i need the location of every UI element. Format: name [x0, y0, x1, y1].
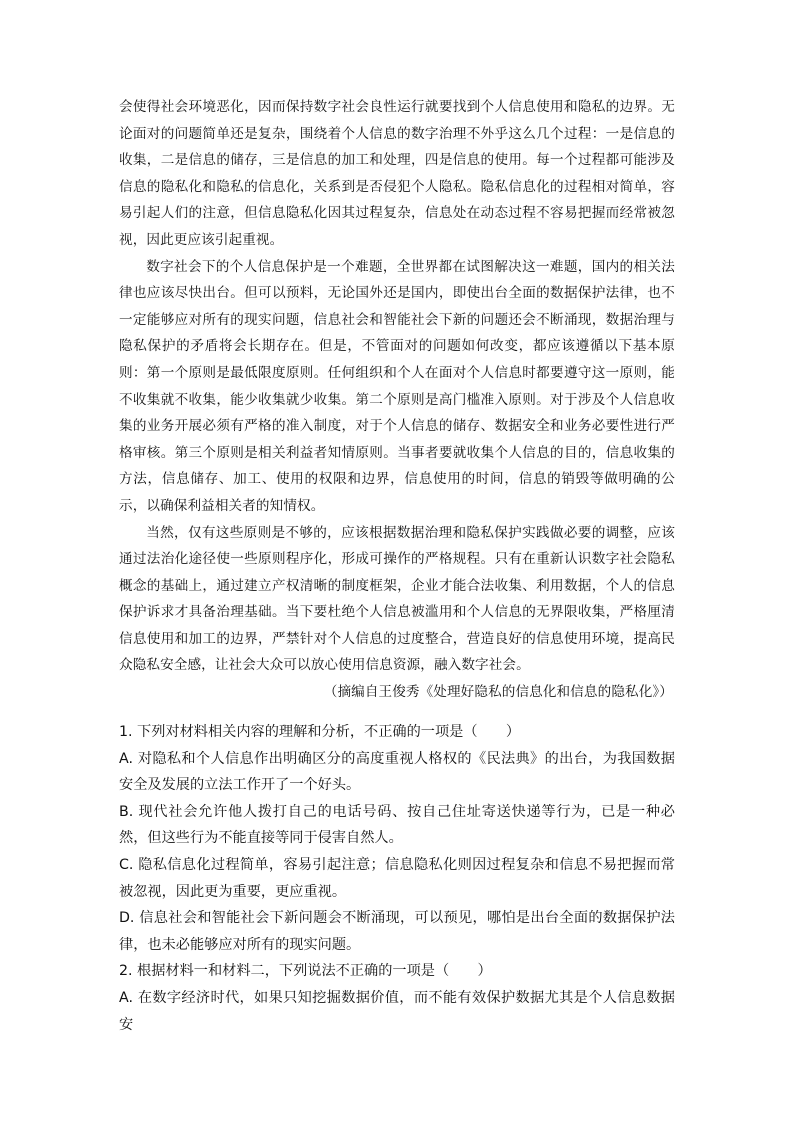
- question-section: [119, 719, 675, 1038]
- question-2-stem: 2. 根据材料一和材料二，下列说法不正确的一项是（ ）: [119, 963, 492, 980]
- question-1-option-c: C. 隐私信息化过程简单，容易引起注意；信息隐私化则因过程复杂和信息不易把握而常被忽视，因此更为重要，更应重视。: [119, 856, 675, 900]
- question-1-option-d: D. 信息社会和智能社会下新问题会不断涌现，可以预见，哪怕是出台全面的数据保护法律，也未必能够应对所有的现实问题。: [119, 910, 675, 953]
- question-2-option-a: A. 在数字经济时代，如果只知挖掘数据价值，而不能有效保护数据尤其是个人信息数据安: [119, 989, 675, 1033]
- passage-source: （摘编自王俊秀《处理好隐私的信息化和信息的隐私化》）: [323, 684, 673, 701]
- question-1-stem: 1. 下列对材料相关内容的理解和分析，不正确的一项是（ ）: [119, 724, 521, 740]
- question-1-option-b: B. 现代社会允许他人拨打自己的电话号码、按自己住址寄送快递等行为，已是一种必然，但这些行为不能直接等同于侵害自然人。: [119, 803, 675, 847]
- question-1-option-a: A. 对隐私和个人信息作出明确区分的高度重视人格权的《民法典》的出台，为我国数据安全及发展的立法工作开了一个好头。: [119, 750, 675, 794]
- passage-paragraph-2: 数字社会下的个人信息保护是一个难题，全世界都在试图解决这一难题，国内的相关法律也应该尽快出台。但可以预料，无论国外还是国内，即使出台全面的数据保护法律，也不一定能够应对所有的现实问题，信息社会和智能社会下新的问题还会不断涌现，数据治理与隐私保护的矛盾将会长期存在。但是，不管面对的问题如何改变，都应该遵循以下基本原则：第一个原则是最低限度原则。任何组织和个人在面对个人信息时都要遵守这一原则，能不收集就不收集，能少收集就少收集。第二个原则是高门槛准入原则。对于涉及个人信息收集的业务开展必须有严格的准入制度，对于个人信息的储存、数据安全和业务必要性进行严格审核。第三个原则是相关利益者知情原则。当事者要就收集个人信息的目的，信息收集的方法，信息储存、加工、使用的权限和边界，信息使用的时间，信息的销毁等做明确的公示，以确保利益相关者的知情权。: [119, 258, 675, 514]
- passage-paragraph-3: 当然，仅有这些原则是不够的，应该根据数据治理和隐私保护实践做必要的调整，应该通过法治化途径使一些原则程序化，形成可操作的严格规程。只有在重新认识数字社会隐私概念的基础上，通过建立产权清晰的制度框架，企业才能合法收集、利用数据，个人的信息保护诉求才具备治理基础。当下要杜绝个人信息被滥用和个人信息的无界限收集，严格厘清信息使用和加工的边界，严禁针对个人信息的过度整合，营造良好的信息使用环境，提高民众隐私安全感，让社会大众可以放心使用信息资源，融入数字社会。: [119, 524, 675, 674]
- reading-passage: [119, 94, 675, 706]
- passage-paragraph-1: 会使得社会环境恶化，因而保持数字社会良性运行就要找到个人信息使用和隐私的边界。无论面对的问题简单还是复杂，围绕着个人信息的数字治理不外乎这么几个过程：一是信息的收集，二是信息的储存，三是信息的加工和处理，四是信息的使用。每一个过程都可能涉及信息的隐私化和隐私的信息化，关系到是否侵犯个人隐私。隐私信息化的过程相对简单，容易引起人们的注意，但信息隐私化因其过程复杂，信息处在动态过程不容易把握而经常被忽视，因此更应该引起重视。: [119, 99, 675, 248]
